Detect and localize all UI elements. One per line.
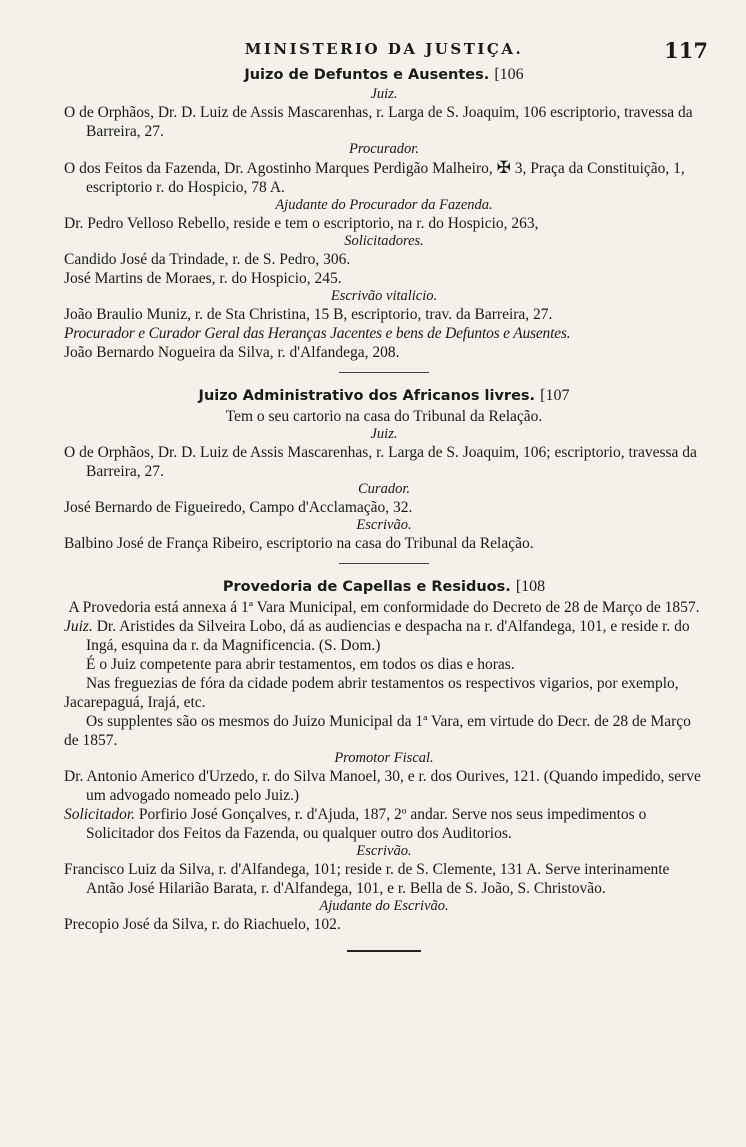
role-heading: Curador. [358,481,410,497]
entry-label: Juiz. [64,618,93,635]
running-title: MINISTERIO DA JUSTIÇA. [244,40,524,58]
running-head [64,38,708,64]
role-heading-long: Procurador e Curador Geral das Heranças Jacentes e bens de Defuntos e Ausentes. [64,325,571,342]
paragraph: É o Juiz competente para abrir testamentos, em todos os dias e horas. [86,656,515,673]
section-divider [339,372,429,373]
section-title: Juizo Administrativo dos Africanos livres. [198,388,536,404]
entry-text: João Bernardo Nogueira da Silva, r. d'Alfandega, 208. [64,344,400,361]
page-number: 117 [664,38,708,63]
closing-rule [347,950,421,952]
section-intro: Tem o seu cartorio na casa do Tribunal da Relação. [225,408,543,425]
entry-text: João Braulio Muniz, r. de Sta Christina, 15 B, escriptorio, trav. da Barreira, 27. [64,306,553,323]
entry-text: O de Orphãos, Dr. D. Luiz de Assis Mascarenhas, r. Larga de S. Joaquim, 106; escriptorio, travessa da Barreira, 27. [64,444,697,480]
section-africanos [64,385,704,553]
section-title: Juizo de Defuntos e Ausentes. [244,67,490,83]
entry-text-part: Dr. Aristides da Silveira Lobo, dá as audiencias e despacha na r. d'Alfandega, 101, e reside r. do Ingá, esquina da r. da Magnificencia. (S. Dom.) [86,618,690,654]
role-heading: Escrivão vitalicio. [330,288,438,304]
role-heading: Solicitadores. [344,233,424,249]
role-heading: Escrivão. [356,843,412,859]
section-number: [107 [540,387,570,404]
section-provedoria [64,576,704,934]
role-heading: Juiz. [370,426,398,442]
entry-text: Dr. Pedro Velloso Rebello, reside e tem o escriptorio, na r. do Hospicio, 263, [64,215,539,232]
entry-text [64,158,704,197]
section-defuntos [64,64,704,362]
entry-text-part: O dos Feitos da Fazenda, Dr. Agostinho Marques Perdigão Malheiro, [64,160,493,177]
section-number: [108 [515,578,546,595]
cross-of-order-icon: ✠ [496,158,511,177]
role-heading: Promotor Fiscal. [334,750,434,766]
entry-text-part: 3, Praça da Constituição, 1, escriptorio r. do Hospicio, 78 A. [86,160,685,196]
entry-text: Precopio José da Silva, r. do Riachuelo, 102. [64,916,341,933]
section-heading [64,385,704,407]
role-heading: Ajudante do Procurador da Fazenda. [275,197,493,213]
entry-text: Balbino José de França Ribeiro, escriptorio na casa do Tribunal da Relação. [64,535,534,552]
entry-text: O de Orphãos, Dr. D. Luiz de Assis Mascarenhas, r. Larga de S. Joaquim, 106 escriptorio, travessa da Barreira, 27. [64,104,693,140]
section-heading [64,64,704,86]
section-intro: A Provedoria está annexa á 1ª Vara Municipal, em conformidade do Decreto de 28 de Março de 1857. [68,599,700,616]
section-title: Provedoria de Capellas e Residuos. [222,579,511,595]
entry-text: Dr. Antonio Americo d'Urzedo, r. do Silva Manoel, 30, e r. dos Ourives, 121. (Quando impedido, serve um advogado nomeado pelo Juiz.) [64,768,701,804]
role-heading: Escrivão. [356,517,412,533]
entry-text [64,805,704,843]
entry-text-part: Porfirio José Gonçalves, r. d'Ajuda, 187, 2º andar. Serve nos seus impedimentos o Solicitador dos Feitos da Fazenda, ou qualquer outro dos Auditorios. [86,806,647,842]
document-page [64,38,708,964]
entry-text: Francisco Luiz da Silva, r. d'Alfandega, 101; reside r. de S. Clemente, 131 A. Serve interinamente Antão José Hilarião Barata, r. d'Alfandega, 101, e r. Bella de S. João, S. Christovão. [64,861,670,897]
paragraph: Os supplentes são os mesmos do Juizo Municipal da 1ª Vara, em virtude do Decr. de 28 de Março de 1857. [64,713,691,749]
section-number: [106 [494,66,524,83]
section-heading [64,576,704,598]
section-divider [339,563,429,564]
entry-label: Solicitador. [64,806,136,823]
paragraph: Nas freguezias de fóra da cidade podem abrir testamentos os respectivos vigarios, por exemplo, Jacarepaguá, Irajá, etc. [64,675,679,711]
role-heading: Procurador. [349,141,419,157]
entry-text: José Martins de Moraes, r. do Hospicio, 245. [64,270,342,287]
entry-text: Candido José da Trindade, r. de S. Pedro, 306. [64,251,351,268]
role-heading: Ajudante do Escrivão. [319,898,449,914]
entry-text: José Bernardo de Figueiredo, Campo d'Acclamação, 32. [64,499,413,516]
entry-text [64,617,704,655]
role-heading: Juiz. [370,86,398,102]
